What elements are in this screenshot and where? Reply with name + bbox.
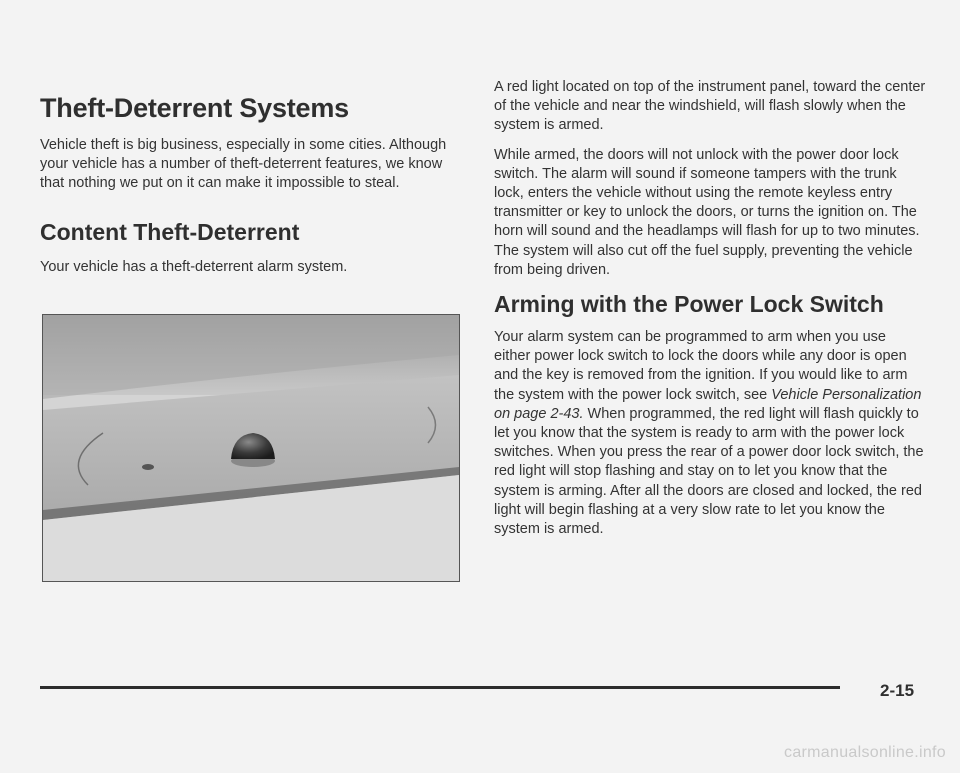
arming-text-1: Your alarm system can be programmed to arm when you use either power lock switch to lock the doors while any door is open and the key is removed from the ignition. If you would like to arm the system with the power lock switch, see (494, 329, 908, 403)
arming-paragraph (494, 328, 926, 539)
content-theft-heading: Content Theft-Deterrent (40, 218, 300, 245)
left-column (40, 92, 460, 277)
instrument-panel-light-photo (42, 314, 460, 582)
red-light-paragraph: A red light located on top of the instrument panel, toward the center of the vehicle and near the windshield, will flash slowly when the system is armed. (494, 79, 926, 134)
page-title: Theft-Deterrent Systems (40, 93, 349, 123)
armed-paragraph: While armed, the doors will not unlock with the power door lock switch. The alarm will sound if someone tampers with the trunk lock, enters the vehicle without using the remote keyless entry transmitter or key to unlock the doors, or turns the ignition on. The horn will sound and the headlamps will flash for up to two minutes. The system will also cut off the fuel supply, preventing the vehicle from being driven. (494, 146, 920, 278)
right-column (494, 78, 926, 539)
personalization-reference: Vehicle Personalization on page 2-43. (494, 386, 922, 422)
watermark: carmanualsonline.info (784, 744, 946, 761)
arming-text-2: When programmed, the red light will flash quickly to let you know that the system is ready to arm with the power lock switches. When you press the rear of a power door lock switch, the red light will stop flashing and stay on to let you know that the system is arming. After all the doors are closed and locked, the red light will begin flashing at a very slow rate to let you know the system is armed. (494, 405, 924, 538)
footer-rule (40, 686, 840, 689)
arming-heading: Arming with the Power Lock Switch (494, 291, 884, 318)
content-theft-paragraph: Your vehicle has a theft-deterrent alarm system. (40, 258, 348, 275)
intro-paragraph: Vehicle theft is big business, especially in some cities. Although your vehicle has a number of theft-deterrent features, we know that nothing we put on it can make it impossible to steal. (40, 137, 447, 192)
page-number: 2-15 (880, 681, 915, 700)
